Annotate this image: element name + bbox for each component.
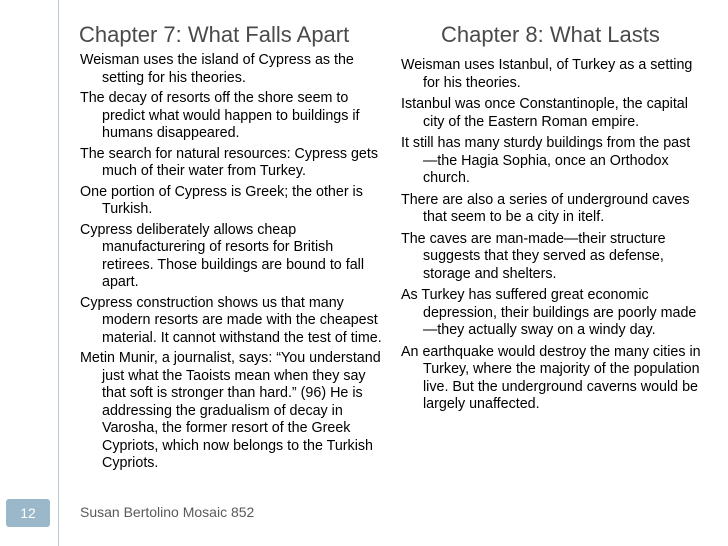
bullet-item: Weisman uses Istanbul, of Turkey as a setting for his theories. (401, 57, 693, 91)
bullet-item: Weisman uses the island of Cypress as the setting for his theories. (80, 52, 354, 86)
slide-footer: Susan Bertolino Mosaic 852 (80, 504, 255, 520)
chapter-8-bullet-list (401, 57, 701, 418)
bullet-item: Cypress construction shows us that many modern resorts are made with the cheapest material. It cannot withstand the test of time. (80, 294, 382, 346)
chapter-7-title: Chapter 7: What Falls Apart (79, 22, 350, 47)
bullet-item: As Turkey has suffered great economic depression, their buildings are poorly made—they actually sway on a windy day. (401, 287, 697, 338)
bullet-item: Metin Munir, a journalist, says: “You understand just what the Taoists mean when they say that soft is stronger than hard.” (96) He is addressing the gradualism of decay in Varosha, the former resort of the Greek Cypriots, which now belongs to the Turkish Cypriots. (80, 350, 381, 471)
bullet-item: It still has many sturdy buildings from the past—the Hagia Sophia, once an Orthodox church. (401, 135, 691, 186)
chapter-7-bullet-list (80, 52, 385, 476)
bullet-item: Cypress deliberately allows cheap manufacturering of resorts for British retirees. Those buildings are bound to fall apart. (80, 221, 365, 290)
bullet-item: The caves are man-made—their structure suggests that they served as defense, storage and shelters. (401, 230, 666, 282)
bullet-item: An earthquake would destroy the many cities in Turkey, where the majority of the population live. But the underground caverns would be largely unaffected. (401, 343, 701, 412)
bullet-item: One portion of Cypress is Greek; the other is Turkish. (80, 183, 363, 217)
slide-side-rule (58, 0, 59, 546)
bullet-item: Istanbul was once Constantinople, the capital city of the Eastern Roman empire. (401, 96, 688, 130)
bullet-item: The decay of resorts off the shore seem to predict what would happen to buildings if humans disappeared. (80, 90, 360, 141)
bullet-item: There are also a series of underground caves that seem to be a city in itelf. (401, 191, 690, 225)
chapter-8-title: Chapter 8: What Lasts (441, 22, 660, 47)
bullet-item: The search for natural resources: Cypress gets much of their water from Turkey. (80, 145, 378, 179)
slide-number-badge: 12 (6, 499, 50, 527)
